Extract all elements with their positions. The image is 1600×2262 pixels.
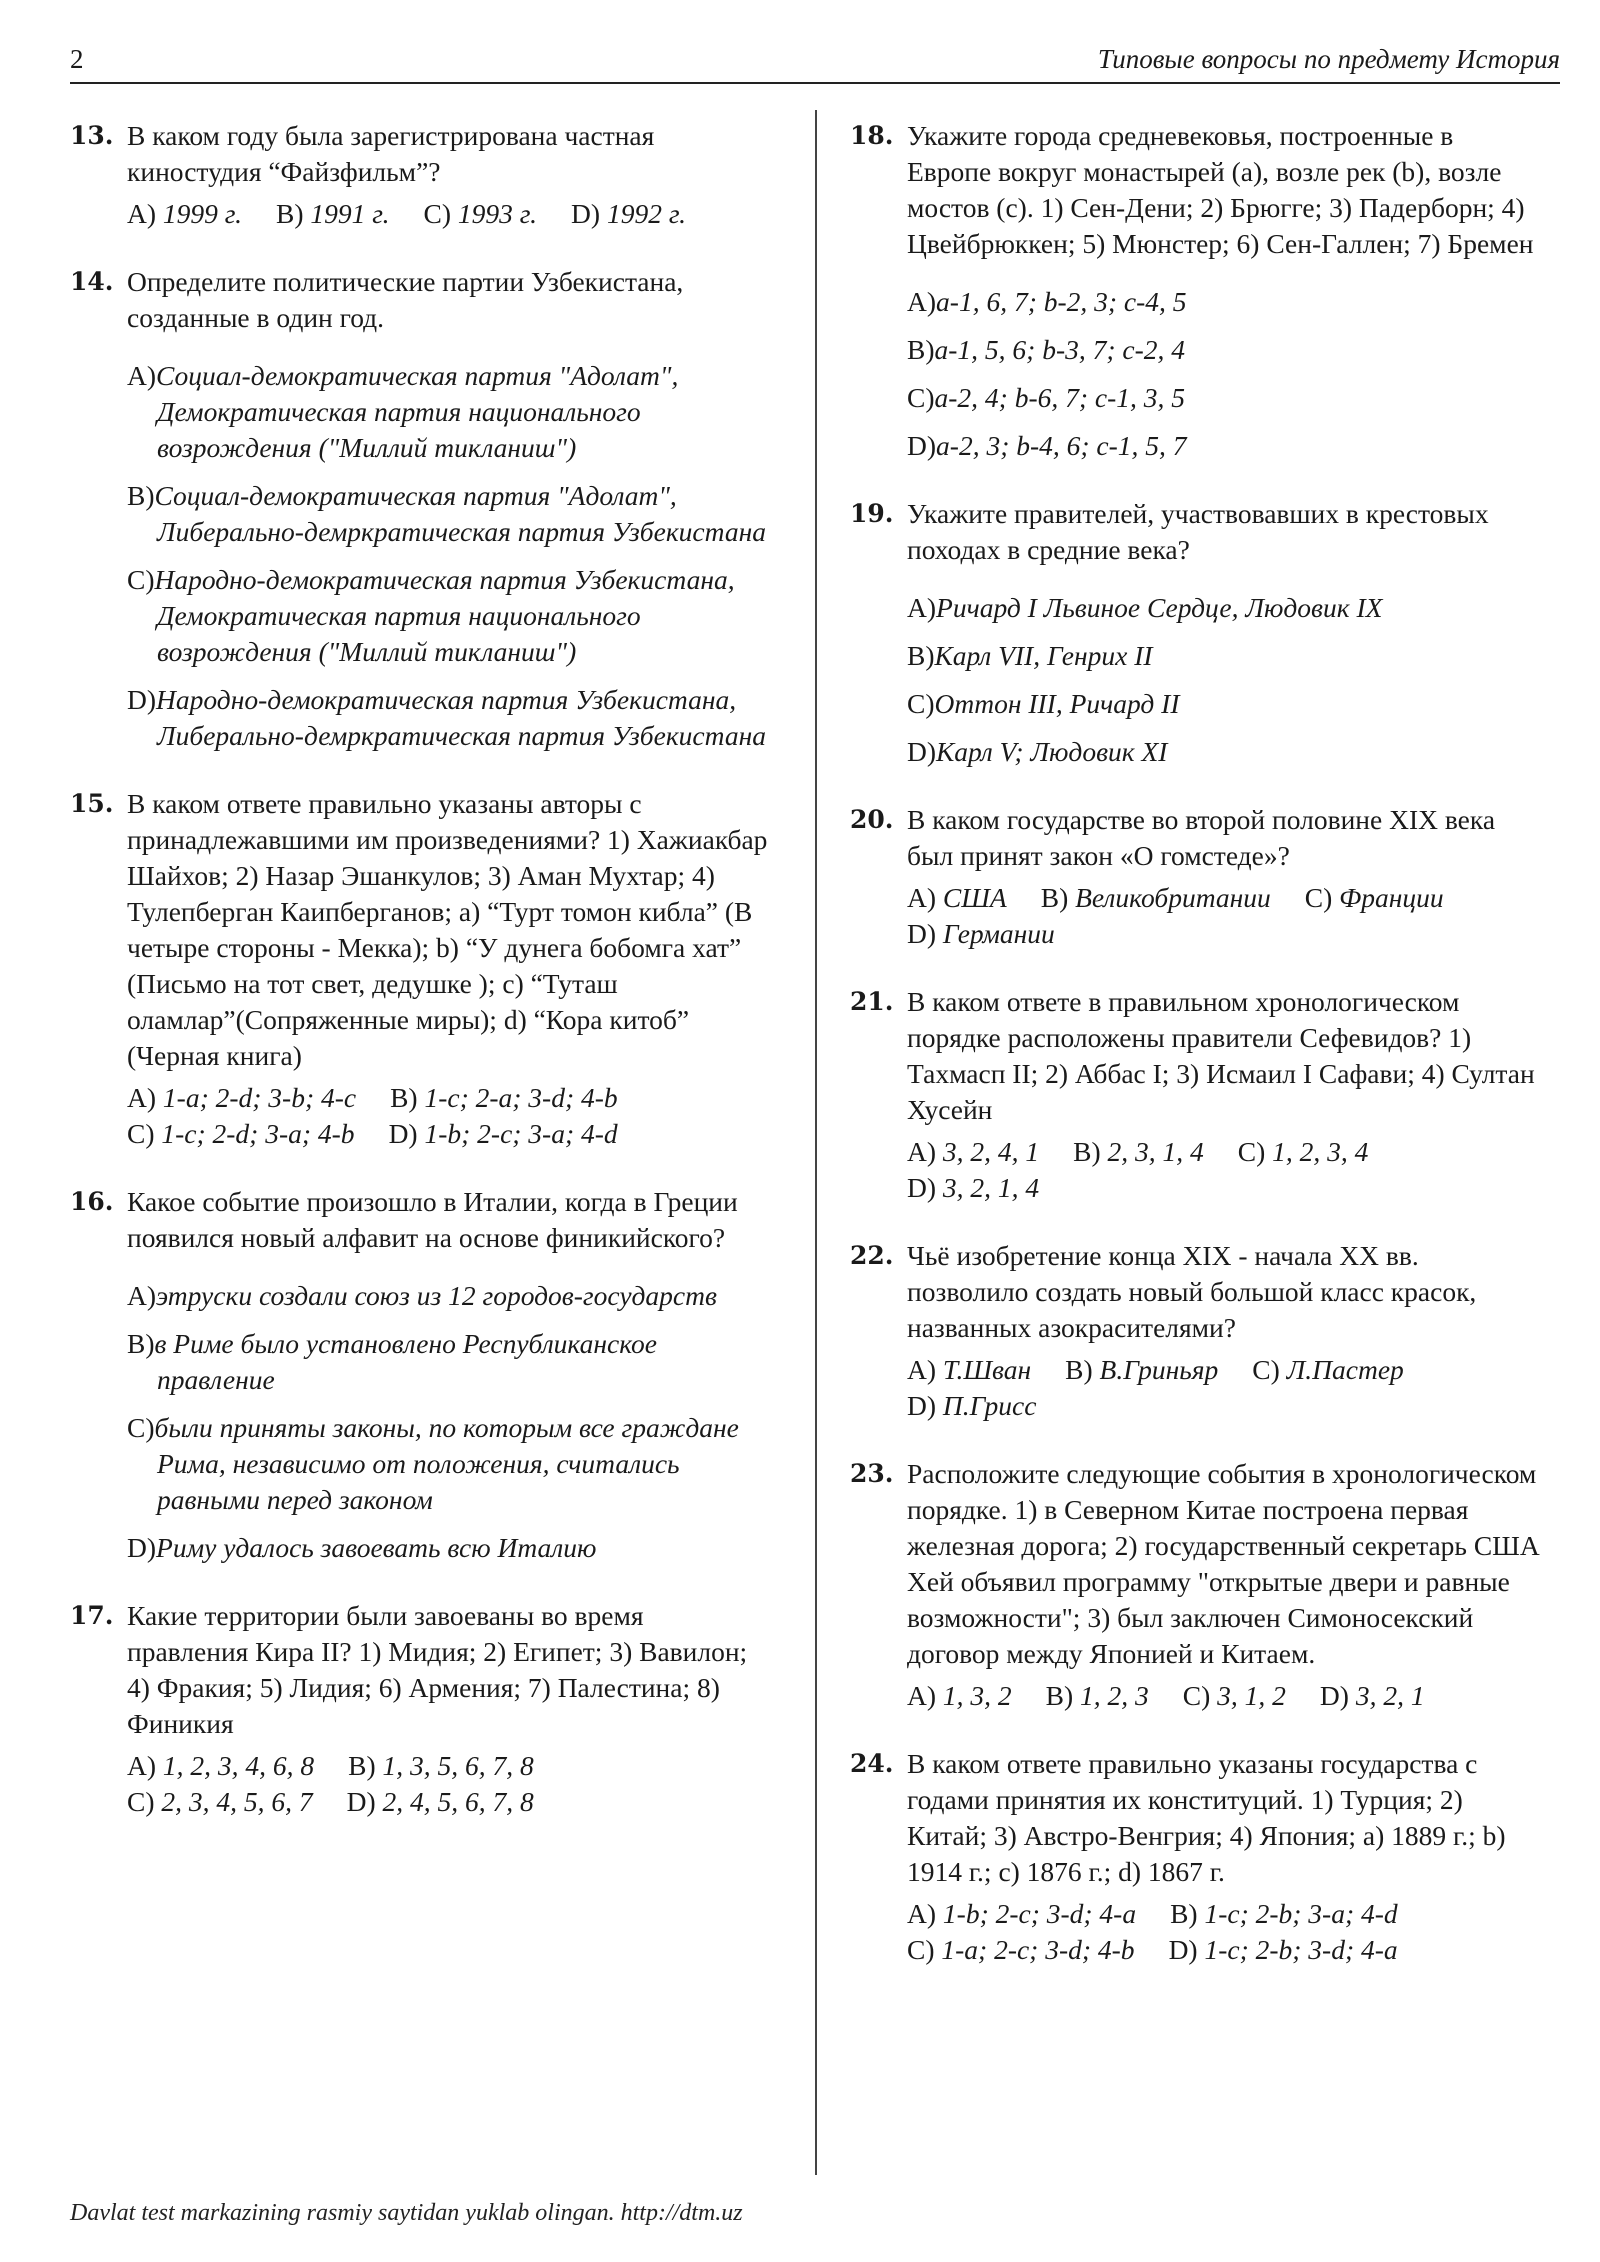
answer-option[interactable] [907, 332, 1540, 368]
option-letter: B) [1040, 882, 1076, 913]
option-letter: D) [388, 1118, 425, 1149]
answer-option[interactable] [127, 1080, 356, 1116]
option-text: 3, 2, 4, 1 [942, 1136, 1040, 1167]
option-text: Карл V; Людовик XI [936, 736, 1168, 767]
option-text: Ричард I Львиное Сердце, Людовик IX [936, 592, 1383, 623]
option-letter: B) [1045, 1680, 1081, 1711]
left-column [70, 118, 770, 1852]
option-text: 2, 3, 1, 4 [1107, 1136, 1204, 1167]
question-text: В каком ответе правильно указаны государства с годами принятия их конституций. 1) Турция; 2) Китай; 3) Австро-Венгрия; 4) Япония; a) 1889 г.; b) 1914 г.; c) 1876 г.; d) 1867 г. [907, 1748, 1506, 1887]
option-text: Народно-демократическая партия Узбекистана, Либерально-демркратическая партия Узбекистана [156, 684, 766, 751]
question [850, 1456, 1540, 1714]
answer-option[interactable] [907, 1170, 1039, 1206]
option-letter: C) [1252, 1354, 1287, 1385]
question-text: Чьё изобретение конца XIX - начала XX вв. позволило создать новый большой класс красок, названных азокрасителями? [907, 1240, 1477, 1343]
option-letter: B) [1065, 1354, 1100, 1385]
answer-option[interactable] [907, 1388, 1036, 1424]
option-text: Социал-демократическая партия "Адолат", Демократическая партия национального возрождения ("Миллий тикланиш") [156, 360, 679, 463]
answer-option[interactable] [907, 1896, 1136, 1932]
option-letter: D) [907, 1390, 943, 1421]
question-number: 17. [70, 1601, 114, 1630]
option-letter: D) [127, 1532, 157, 1563]
answer-option[interactable] [1305, 880, 1444, 916]
question-text: Какое событие произошло в Италии, когда в Греции появился новый алфавит на основе финикийского? [127, 1186, 738, 1253]
question-text: В каком году была зарегистрирована частная киностудия “Файзфильм”? [127, 120, 655, 187]
option-text: a-1, 6, 7; b-2, 3; c-4, 5 [936, 286, 1187, 317]
option-text: Франции [1339, 882, 1444, 913]
answer-option[interactable] [1170, 1896, 1398, 1932]
answer-option[interactable] [907, 686, 1540, 722]
answer-option[interactable] [348, 1748, 534, 1784]
answer-options [127, 1080, 770, 1152]
option-text: 1, 3, 2 [942, 1680, 1012, 1711]
answer-option[interactable] [1065, 1352, 1218, 1388]
question-text: В каком ответе правильно указаны авторы с принадлежавшими им произведениями? 1) Хажиакбар Шайхов; 2) Назар Эшанкулов; 3) Аман Мухтар; 4) Тулепберган Каипбергaнов; a) “Турт томон кибла” (В четыре стороны - Мекка); b) “У дунега бобомга хат” (Письмо на тот свет, дедушке ); c) “Туташ оламлар”(Сопряженные миры); d) “Кора китоб” (Черная книга) [127, 788, 768, 1071]
options-row [127, 1748, 770, 1784]
question-text: Укажите города средневековья, построенные в Европе вокруг монастырей (a), возле рек (b), возле мостов (c). 1) Сен-Дени; 2) Брюгге; 3) Падерборн; 4) Цвейбрюккен; 5) Мюнстер; 6) Сен-Галлен; 7) Бремен [907, 120, 1534, 259]
option-letter: A) [127, 1280, 157, 1311]
option-letter: B) [348, 1750, 383, 1781]
answer-option[interactable] [907, 1678, 1012, 1714]
options-row [907, 1170, 1540, 1206]
option-letter: D) [127, 684, 157, 715]
option-letter: B) [390, 1082, 425, 1113]
option-letter: A) [907, 882, 943, 913]
question [70, 1598, 770, 1820]
option-letter: C) [423, 198, 458, 229]
option-letter: B) [907, 334, 935, 365]
option-text: Риму удалось завоевать всю Италию [156, 1532, 597, 1563]
options-row [127, 1784, 770, 1820]
answer-option[interactable] [390, 1080, 618, 1116]
answer-option[interactable] [1169, 1932, 1398, 1968]
option-text: 1-a; 2-c; 3-d; 4-b [941, 1934, 1135, 1965]
option-letter: C) [127, 1118, 162, 1149]
option-letter: D) [907, 918, 943, 949]
answer-option[interactable] [276, 196, 390, 232]
answer-option[interactable] [1252, 1352, 1404, 1388]
option-text: Карл VII, Генрих II [934, 640, 1153, 671]
question-text: Укажите правителей, участвовавших в крестовых походах в средние века? [907, 498, 1489, 565]
option-letter: C) [1237, 1136, 1273, 1167]
answer-option[interactable] [127, 1326, 770, 1398]
option-letter: C) [907, 1934, 942, 1965]
answer-option[interactable] [389, 1116, 618, 1152]
answer-option[interactable] [907, 638, 1540, 674]
answer-options [907, 284, 1540, 464]
question-text: Определите политические партии Узбекистана, созданные в один год. [127, 266, 684, 333]
options-row [907, 1678, 1540, 1714]
option-letter: D) [1319, 1680, 1356, 1711]
answer-options [907, 1896, 1540, 1968]
option-text: 2, 3, 4, 5, 6, 7 [161, 1786, 313, 1817]
option-letter: C) [907, 382, 935, 413]
option-text: 1-c; 2-b; 3-a; 4-d [1204, 1898, 1398, 1929]
option-text: были приняты законы, по которым все граждане Рима, независимо от положения, считались равными перед законом [154, 1412, 739, 1515]
option-letter: C) [1182, 1680, 1218, 1711]
options-row [907, 1388, 1540, 1424]
options-row [907, 916, 1540, 952]
answer-option[interactable] [907, 590, 1540, 626]
option-letter: D) [1168, 1934, 1205, 1965]
answer-option[interactable] [1320, 1678, 1425, 1714]
option-text: a-2, 4; b-6, 7; c-1, 3, 5 [934, 382, 1185, 413]
answer-option[interactable] [127, 682, 770, 754]
answer-option[interactable] [127, 1278, 770, 1314]
answer-option[interactable] [907, 428, 1540, 464]
question-number: 13. [70, 121, 114, 150]
answer-option[interactable] [907, 1352, 1031, 1388]
question [850, 802, 1540, 952]
answer-option[interactable] [127, 1784, 313, 1820]
option-text: Германии [942, 918, 1055, 949]
question-text: Какие территории были завоеваны во время правления Кира II? 1) Мидия; 2) Египет; 3) Вавилон; 4) Фракия; 5) Лидия; 6) Армения; 7) Палестина; 8) Финикия [127, 1600, 748, 1739]
option-text: Л.Пастер [1286, 1354, 1404, 1385]
question [70, 118, 770, 232]
option-text: 1999 г. [162, 198, 243, 229]
option-text: 1991 г. [310, 198, 390, 229]
option-text: Оттон III, Ричард II [934, 688, 1180, 719]
option-text: 1-c; 2-d; 3-a; 4-b [161, 1118, 355, 1149]
answer-option[interactable] [907, 916, 1055, 952]
option-letter: A) [907, 1680, 943, 1711]
answer-option[interactable] [907, 380, 1540, 416]
answer-option[interactable] [127, 1410, 770, 1518]
question-number: 23. [850, 1459, 894, 1488]
option-text: П.Грисс [942, 1390, 1037, 1421]
option-letter: A) [127, 1082, 163, 1113]
question [850, 1746, 1540, 1968]
question [850, 1238, 1540, 1424]
header-title: Типовые вопросы по предмету История [1097, 44, 1560, 74]
footer-note: Davlat test markazining rasmiy saytidan yuklab olingan. http://dtm.uz [70, 2200, 743, 2226]
option-letter: A) [907, 1136, 943, 1167]
option-text: В.Гриньяр [1099, 1354, 1219, 1385]
answer-option[interactable] [127, 562, 770, 670]
question [70, 1184, 770, 1566]
option-text: 1, 3, 5, 6, 7, 8 [382, 1750, 534, 1781]
answer-option[interactable] [1238, 1134, 1369, 1170]
answer-option[interactable] [127, 358, 770, 466]
options-row [127, 1080, 770, 1116]
question-number: 19. [850, 499, 894, 528]
option-text: a-2, 3; b-4, 6; c-1, 5, 7 [936, 430, 1187, 461]
option-text: этруски создали союз из 12 городов-государств [156, 1280, 717, 1311]
question-number: 24. [850, 1749, 894, 1778]
option-letter: D) [571, 198, 607, 229]
answer-options [907, 1678, 1540, 1714]
option-text: 1-a; 2-d; 3-b; 4-c [162, 1082, 357, 1113]
options-row [127, 196, 770, 232]
answer-options [127, 358, 770, 754]
option-letter: D) [907, 430, 937, 461]
column-divider [815, 110, 817, 2175]
answer-option[interactable] [907, 284, 1540, 320]
option-letter: B) [1170, 1898, 1205, 1929]
option-letter: C) [127, 1412, 155, 1443]
question-text: В каком ответе в правильном хронологическом порядке расположены правители Сефевидов? 1) Тахмасп II; 2) Аббас I; 3) Исмаил I Сафави; 4) Султан Хусейн [907, 986, 1535, 1125]
answer-option[interactable] [127, 1748, 314, 1784]
options-row [907, 880, 1540, 916]
answer-option[interactable] [1041, 880, 1271, 916]
option-letter: D) [907, 1172, 943, 1203]
answer-option[interactable] [1073, 1134, 1204, 1170]
question-number: 20. [850, 805, 894, 834]
option-letter: C) [127, 1786, 162, 1817]
option-text: 1, 2, 3 [1080, 1680, 1149, 1711]
answer-option[interactable] [127, 1530, 770, 1566]
option-letter: A) [907, 286, 937, 317]
option-text: Социал-демократическая партия "Адолат", Либерально-демркратическая партия Узбекистана [154, 480, 766, 547]
option-text: 3, 2, 1, 4 [942, 1172, 1040, 1203]
option-text: 1993 г. [457, 198, 538, 229]
answer-options [907, 1352, 1540, 1424]
option-letter: A) [907, 1898, 943, 1929]
question [850, 118, 1540, 464]
answer-option[interactable] [127, 478, 770, 550]
option-letter: D) [346, 1786, 383, 1817]
question-number: 22. [850, 1241, 894, 1270]
answer-options [127, 196, 770, 232]
answer-options [907, 880, 1540, 952]
option-letter: A) [907, 592, 937, 623]
answer-option[interactable] [347, 1784, 534, 1820]
page-number: 2 [70, 44, 84, 74]
option-text: 1-b; 2-c; 3-d; 4-a [942, 1898, 1137, 1929]
option-letter: C) [1304, 882, 1340, 913]
option-letter: D) [907, 736, 937, 767]
option-letter: A) [127, 1750, 163, 1781]
question-number: 21. [850, 987, 894, 1016]
option-text: в Риме было установлено Республиканское правление [154, 1328, 657, 1395]
answer-options [907, 590, 1540, 770]
option-letter: B) [127, 480, 155, 511]
option-letter: B) [1073, 1136, 1108, 1167]
question-number: 14. [70, 267, 114, 296]
answer-option[interactable] [907, 1134, 1039, 1170]
question-number: 18. [850, 121, 894, 150]
option-letter: B) [907, 640, 935, 671]
question-number: 15. [70, 789, 114, 818]
question [850, 496, 1540, 770]
answer-options [127, 1278, 770, 1566]
question [70, 264, 770, 754]
options-row [907, 1932, 1540, 1968]
option-text: 1-c; 2-a; 3-d; 4-b [424, 1082, 618, 1113]
options-row [907, 1352, 1540, 1388]
option-text: 1, 2, 3, 4 [1272, 1136, 1369, 1167]
answer-option[interactable] [424, 196, 538, 232]
answer-options [127, 1748, 770, 1820]
answer-options [907, 1134, 1540, 1206]
option-letter: C) [907, 688, 935, 719]
option-text: 1992 г. [606, 198, 687, 229]
right-column [850, 118, 1540, 2000]
question [850, 984, 1540, 1206]
option-text: США [942, 882, 1007, 913]
question-text: Расположите следующие события в хронологическом порядке. 1) в Северном Китае построена первая железная дорога; 2) государственный секретарь США Хей объявил программу "открытые двери и равные возможности"; 3) был заключен Симоносекский договор между Японией и Китаем. [907, 1458, 1540, 1669]
answer-option[interactable] [127, 196, 242, 232]
answer-option[interactable] [1183, 1678, 1286, 1714]
answer-option[interactable] [1046, 1678, 1149, 1714]
answer-option[interactable] [907, 1932, 1135, 1968]
answer-option[interactable] [127, 1116, 355, 1152]
option-text: 3, 2, 1 [1355, 1680, 1425, 1711]
option-letter: A) [127, 198, 163, 229]
options-row [907, 1134, 1540, 1170]
answer-option[interactable] [907, 734, 1540, 770]
option-letter: A) [127, 360, 157, 391]
option-text: Т.Шван [942, 1354, 1032, 1385]
option-text: 1-b; 2-c; 3-a; 4-d [424, 1118, 618, 1149]
option-text: 1, 2, 3, 4, 6, 8 [162, 1750, 315, 1781]
option-letter: B) [127, 1328, 155, 1359]
option-text: 3, 1, 2 [1217, 1680, 1286, 1711]
option-text: Великобритании [1075, 882, 1271, 913]
question-number: 16. [70, 1187, 114, 1216]
option-text: a-1, 5, 6; b-3, 7; c-2, 4 [934, 334, 1185, 365]
answer-option[interactable] [571, 196, 686, 232]
option-letter: A) [907, 1354, 943, 1385]
page-header [70, 38, 1560, 84]
question-text: В каком государстве во второй половине XIX века был принят закон «О гомстеде»? [907, 804, 1496, 871]
option-text: 1-c; 2-b; 3-d; 4-a [1204, 1934, 1398, 1965]
option-text: Народно-демократическая партия Узбекистана, Демократическая партия национального возрождения ("Миллий тикланиш") [154, 564, 735, 667]
answer-option[interactable] [907, 880, 1007, 916]
option-letter: C) [127, 564, 155, 595]
option-letter: B) [276, 198, 311, 229]
question [70, 786, 770, 1152]
options-row [127, 1116, 770, 1152]
options-row [907, 1896, 1540, 1932]
option-text: 2, 4, 5, 6, 7, 8 [382, 1786, 534, 1817]
